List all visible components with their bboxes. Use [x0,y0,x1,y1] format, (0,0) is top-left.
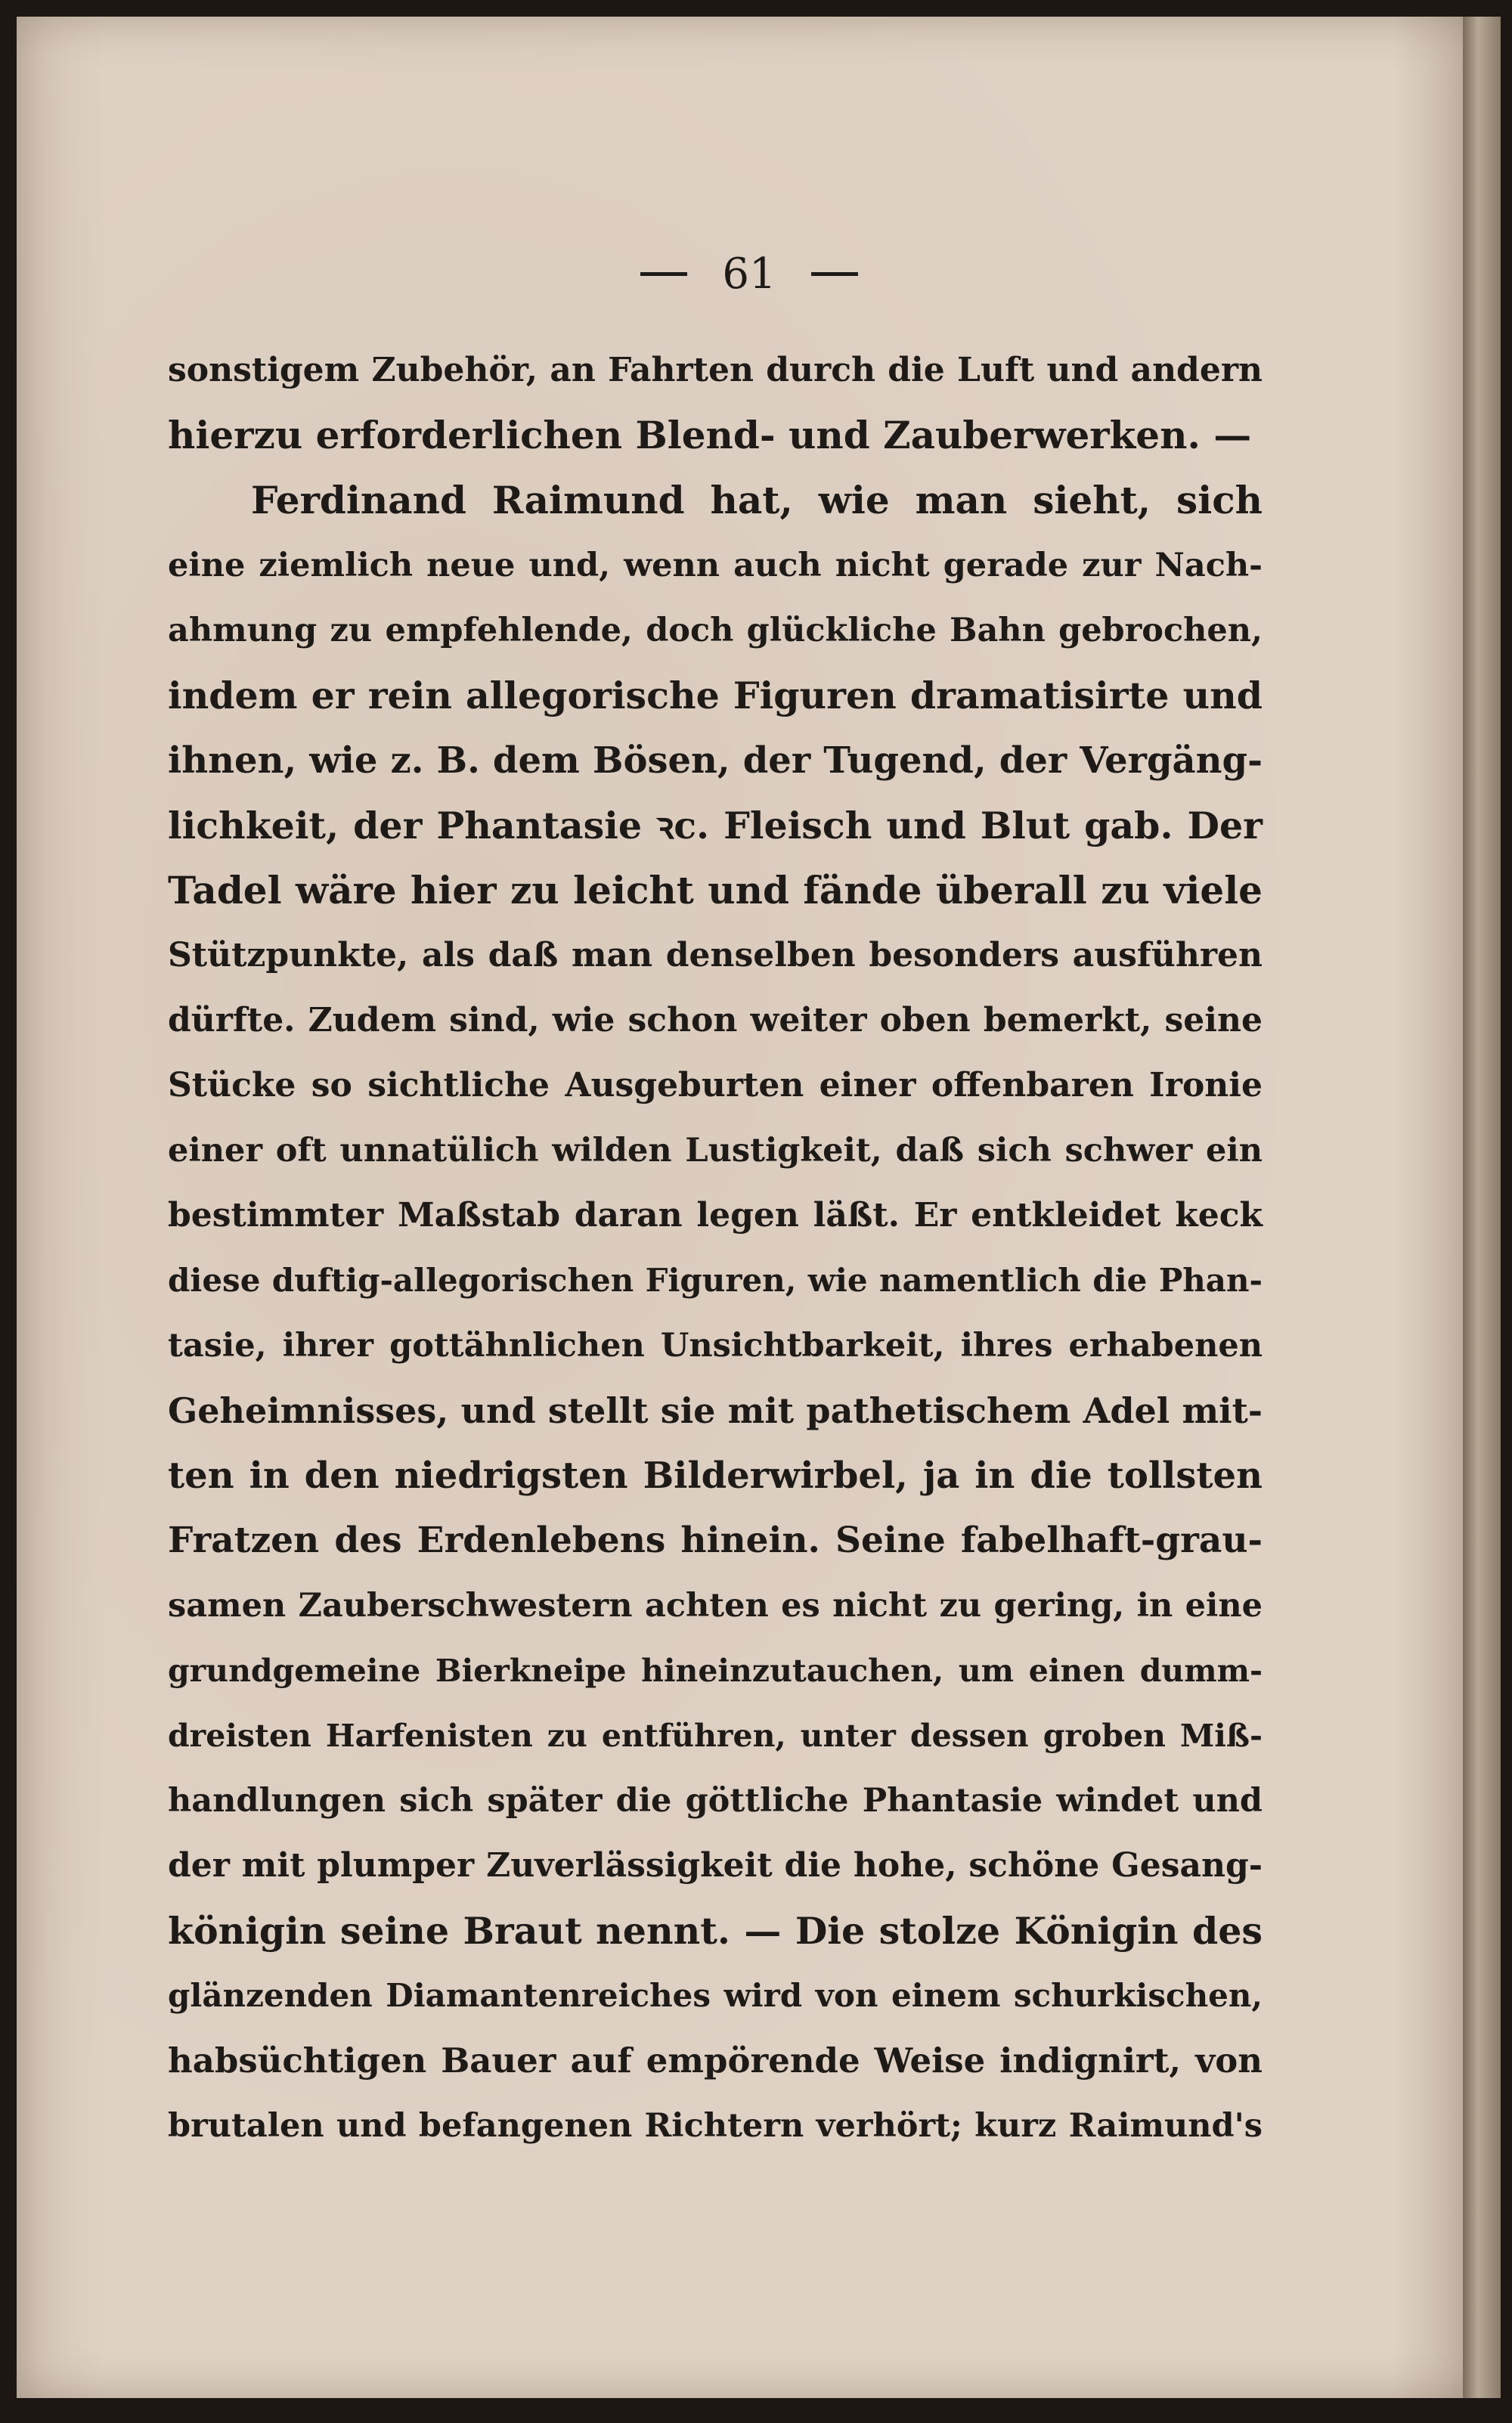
text-line: sonstigem Zubehör, an Fahrten durch die Luft und andern [168,351,1263,389]
text-line: glänzenden Diamantenreiches wird von einem schurkischen, [168,1977,1263,2014]
text-line: Stützpunkte, als daß man denselben besonders ausführen [168,936,1263,974]
text-line: einer oft unnatülich wilden Lustigkeit, daß sich schwer ein [168,1132,1263,1170]
text-line: eine ziemlich neue und, wenn auch nicht gerade zur Nach- [168,547,1263,584]
text-line: indem er rein allegorische Figuren dramatisirte und [168,674,1263,717]
text-line: samen Zauberschwestern achten es nicht zu gering, in eine [168,1587,1263,1625]
text-line: Stücke so sichtliche Ausgeburten einer offenbaren Ironie [168,1066,1263,1105]
text-line: Ferdinand Raimund hat, wie man sieht, sich [251,478,1263,522]
text-line: Tadel wäre hier zu leicht und fände überall zu viele [168,868,1263,912]
text-line: grundgemeine Bierkneipe hineinzutauchen, um einen dumm- [168,1653,1263,1689]
body-text [168,338,1263,2158]
page-header [17,243,1482,304]
text-line: Fratzen des Erdenlebens hinein. Seine fabelhaft-grau- [168,1520,1263,1561]
text-line: bestimmter Maßstab daran legen läßt. Er entkleidet keck [168,1196,1263,1235]
text-line: hierzu erforderlichen Blend- und Zauberwerken. — [168,413,1252,457]
text-line: brutalen und befangenen Richtern verhört; kurz Raimund's [168,2107,1263,2145]
text-line: ahmung zu empfehlende, doch glückliche Bahn gebrochen, [168,612,1263,649]
text-line: tasie, ihrer gottähnlichen Unsichtbarkeit, ihres erhabenen [168,1327,1263,1365]
header-dash-left [640,272,687,276]
text-line: diese duftig-allegorischen Figuren, wie namentlich die Phan- [168,1262,1263,1299]
page-number: 61 [722,249,776,299]
text-line: ten in den niedrigsten Bilderwirbel, ja in die tollsten [168,1455,1263,1497]
text-line: königin seine Braut nennt. — Die stolze Königin des [168,1909,1263,1953]
page-edge [1463,17,1501,2398]
text-line: lichkeit, der Phantasie ꝛc. Fleisch und Blut gab. Der [168,804,1263,847]
text-line: handlungen sich später die göttliche Phantasie windet und [168,1782,1263,1820]
text-line: dürfte. Zudem sind, wie schon weiter oben bemerkt, seine [168,1001,1263,1040]
book-page [17,17,1482,2398]
header-dash-right [811,272,858,276]
text-line: dreisten Harfenisten zu entführen, unter dessen groben Miß- [168,1718,1263,1754]
text-line: ihnen, wie z. B. dem Bösen, der Tugend, der Vergäng- [168,739,1263,782]
text-line: der mit plumper Zuverlässigkeit die hohe, schöne Gesang- [168,1846,1263,1885]
text-line: habsüchtigen Bauer auf empörende Weise indignirt, von [168,2040,1263,2081]
text-line: Geheimnisses, und stellt sie mit pathetischem Adel mit- [168,1390,1263,1431]
